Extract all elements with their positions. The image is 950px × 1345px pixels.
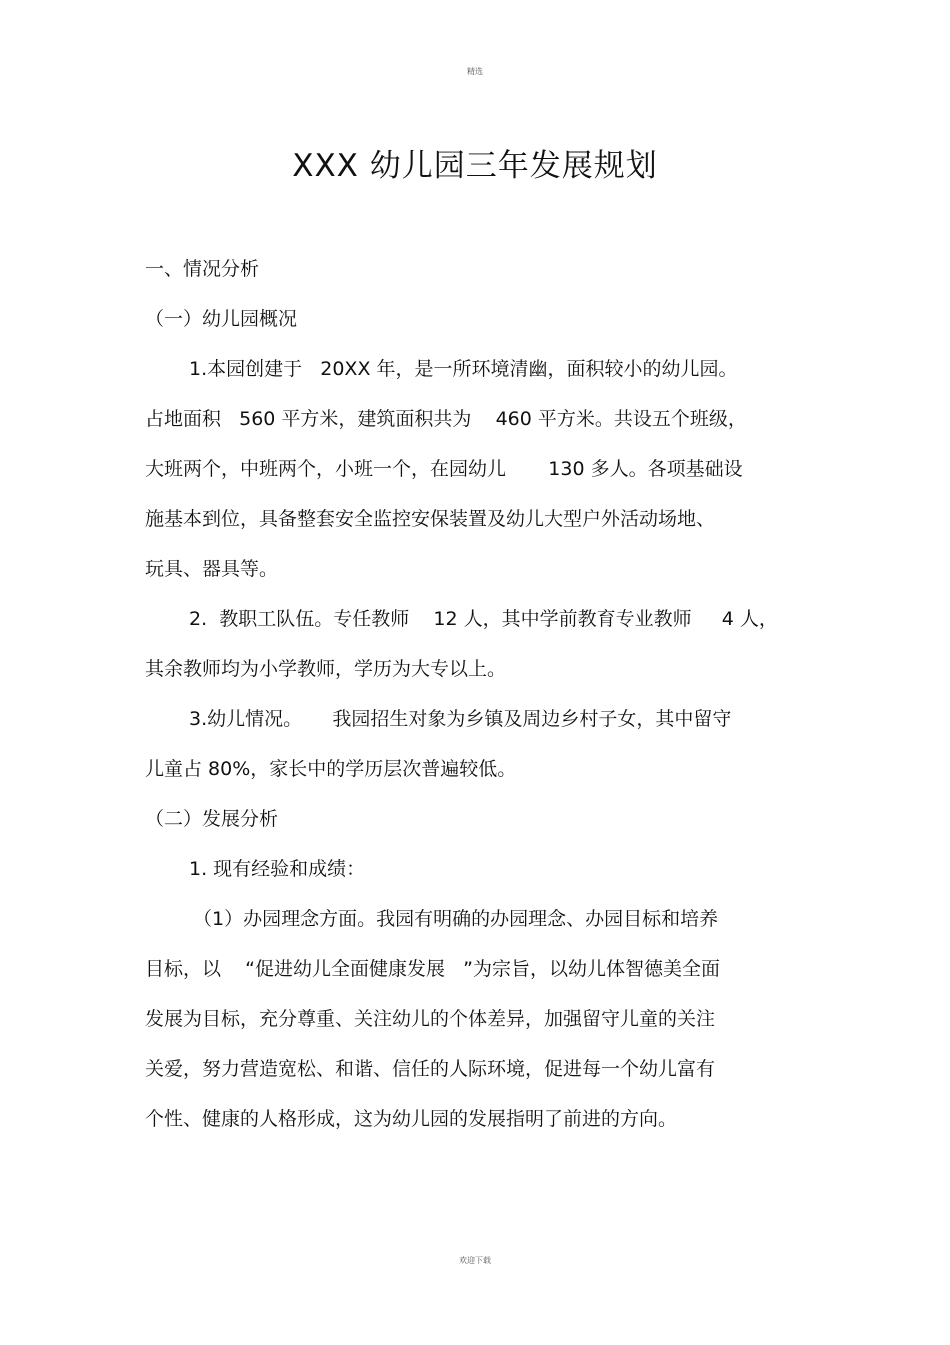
subsection-heading: （二）发展分析 — [145, 808, 279, 830]
paragraph-line: 其余教师均为小学教师，学历为大专以上。 — [145, 658, 507, 680]
page-header-mark: 精选 — [467, 67, 483, 76]
paragraph-line: 目标，以 “促进幼儿全面健康发展 ”为宗旨，以幼儿体智德美全面 — [145, 958, 720, 980]
paragraph-line: 1. 现有经验和成绩： — [189, 858, 366, 880]
paragraph-line: 大班两个，中班两个，小班一个，在园幼儿 130 多人。各项基础设 — [145, 458, 743, 480]
page-footer-mark: 欢迎下载 — [459, 1256, 491, 1265]
paragraph-line: 施基本到位，具备整套安全监控安保装置及幼儿大型户外活动场地、 — [145, 508, 716, 530]
subsection-heading: （一）幼儿园概况 — [145, 308, 298, 330]
paragraph-line: （1）办园理念方面。我园有明确的办园理念、办园目标和培养 — [193, 908, 719, 930]
paragraph-line: 个性、健康的人格形成，这为幼儿园的发展指明了前进的方向。 — [145, 1108, 678, 1130]
paragraph-line: 3.幼儿情况。 我园招生对象为乡镇及周边乡村子女，其中留守 — [189, 708, 732, 730]
paragraph-line: 关爱，努力营造宽松、和谐、信任的人际环境，促进每一个幼儿富有 — [145, 1058, 716, 1080]
paragraph-line: 1.本园创建于 20XX 年，是一所环境清幽，面积较小的幼儿园。 — [189, 358, 738, 380]
paragraph-line: 占地面积 560 平方米，建筑面积共为 460 平方米。共设五个班级， — [145, 408, 747, 430]
document-title: XXX 幼儿园三年发展规划 — [292, 148, 658, 184]
section-heading: 一、情况分析 — [145, 258, 260, 280]
paragraph-line: 儿童占 80%，家长中的学历层次普遍较低。 — [145, 758, 517, 780]
paragraph-line: 玩具、器具等。 — [145, 558, 279, 580]
paragraph-line: 发展为目标，充分尊重、关注幼儿的个体差异，加强留守儿童的关注 — [145, 1008, 716, 1030]
paragraph-line: 2. 教职工队伍。专任教师 12 人，其中学前教育专业教师 4 人， — [189, 608, 778, 630]
